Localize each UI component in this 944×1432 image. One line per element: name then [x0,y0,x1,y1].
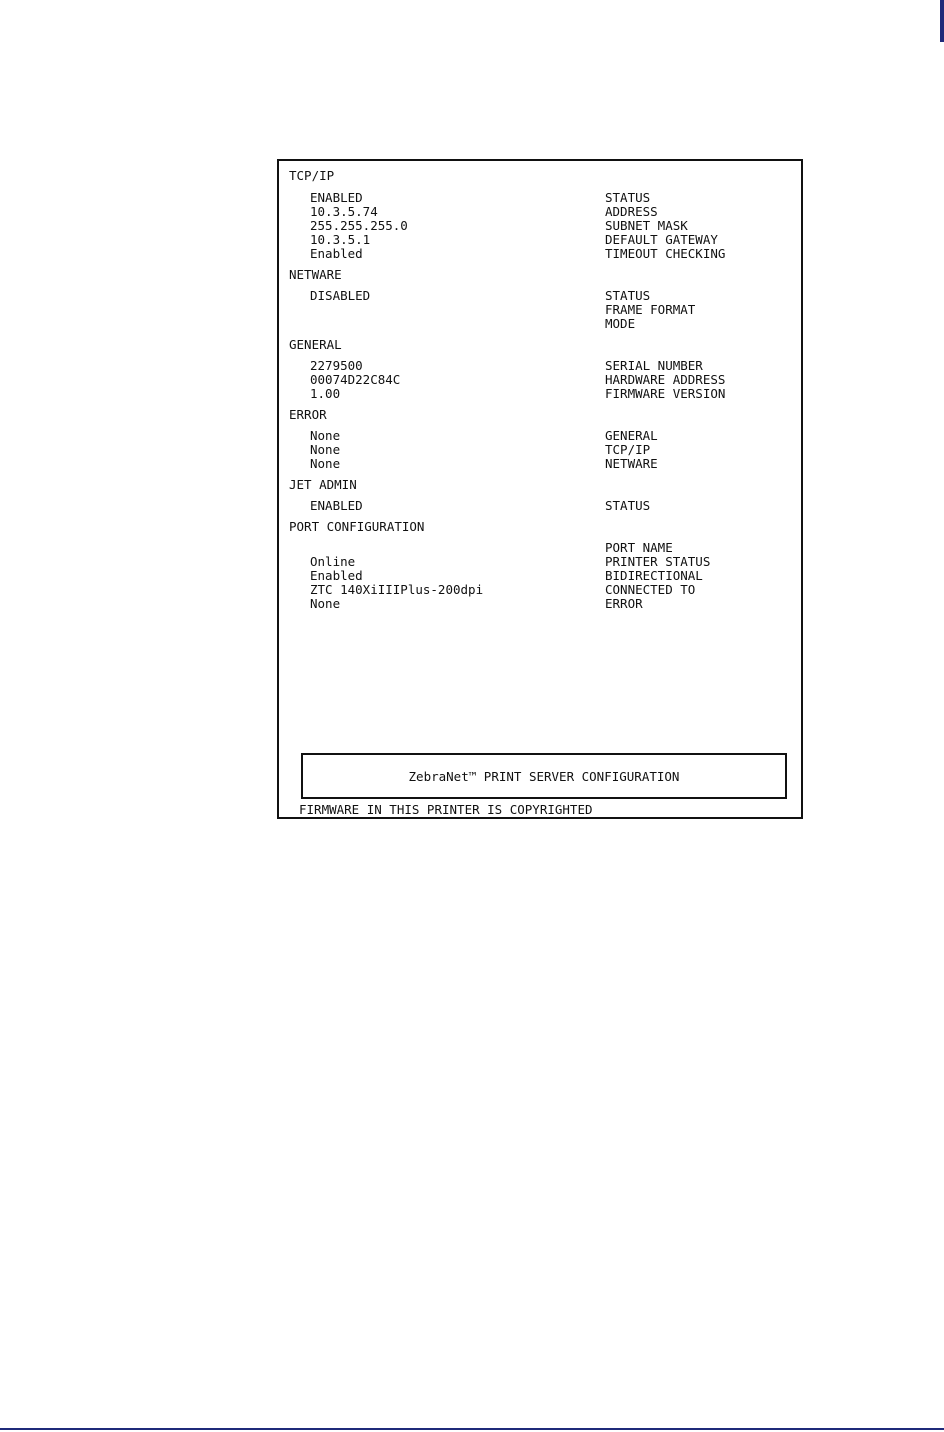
error-netware-key: NETWARE [605,456,658,471]
port-connected-to-value: ZTC 140XiIIIPlus-200dpi [310,582,484,597]
tcpip-timeout-value: Enabled [310,246,363,261]
error-general-key: GENERAL [605,428,658,443]
tcpip-timeout-key: TIMEOUT CHECKING [605,246,726,261]
section-heading-error: ERROR [289,407,327,422]
page-edge-tab [940,0,944,42]
section-heading-general: GENERAL [289,337,342,352]
page-bottom-rule [0,1428,944,1430]
tcpip-address-value: 10.3.5.74 [310,204,378,219]
section-heading-jetadmin: JET ADMIN [289,477,357,492]
port-bidirectional-key: BIDIRECTIONAL [605,568,703,583]
general-hwaddr-key: HARDWARE ADDRESS [605,372,726,387]
port-printer-status-value: Online [310,554,356,569]
print-server-title-box: ZebraNet™ PRINT SERVER CONFIGURATION [301,753,787,799]
tcpip-subnet-value: 255.255.255.0 [310,218,408,233]
netware-frame-format-key: FRAME FORMAT [605,302,696,317]
section-heading-netware: NETWARE [289,267,342,282]
tcpip-gateway-key: DEFAULT GATEWAY [605,232,718,247]
section-heading-tcpip: TCP/IP [289,168,335,183]
general-firmware-value: 1.00 [310,386,341,401]
general-hwaddr-value: 00074D22C84C [310,372,401,387]
netware-status-key: STATUS [605,288,651,303]
jetadmin-status-key: STATUS [605,498,651,513]
tcpip-status-key: STATUS [605,190,651,205]
error-netware-value: None [310,456,341,471]
port-name-key: PORT NAME [605,540,673,555]
tcpip-subnet-key: SUBNET MASK [605,218,688,233]
netware-mode-key: MODE [605,316,636,331]
firmware-copyright-note: FIRMWARE IN THIS PRINTER IS COPYRIGHTED [299,802,593,817]
error-tcpip-key: TCP/IP [605,442,651,457]
general-serial-value: 2279500 [310,358,363,373]
tcpip-address-key: ADDRESS [605,204,658,219]
port-printer-status-key: PRINTER STATUS [605,554,711,569]
jetadmin-status-value: ENABLED [310,498,363,513]
netware-status-value: DISABLED [310,288,371,303]
tcpip-status-value: ENABLED [310,190,363,205]
port-error-key: ERROR [605,596,643,611]
port-error-value: None [310,596,341,611]
general-serial-key: SERIAL NUMBER [605,358,703,373]
general-firmware-key: FIRMWARE VERSION [605,386,726,401]
port-bidirectional-value: Enabled [310,568,363,583]
tcpip-gateway-value: 10.3.5.1 [310,232,371,247]
error-tcpip-value: None [310,442,341,457]
error-general-value: None [310,428,341,443]
port-connected-to-key: CONNECTED TO [605,582,696,597]
section-heading-port-config: PORT CONFIGURATION [289,519,425,534]
config-label-printout [277,159,803,819]
